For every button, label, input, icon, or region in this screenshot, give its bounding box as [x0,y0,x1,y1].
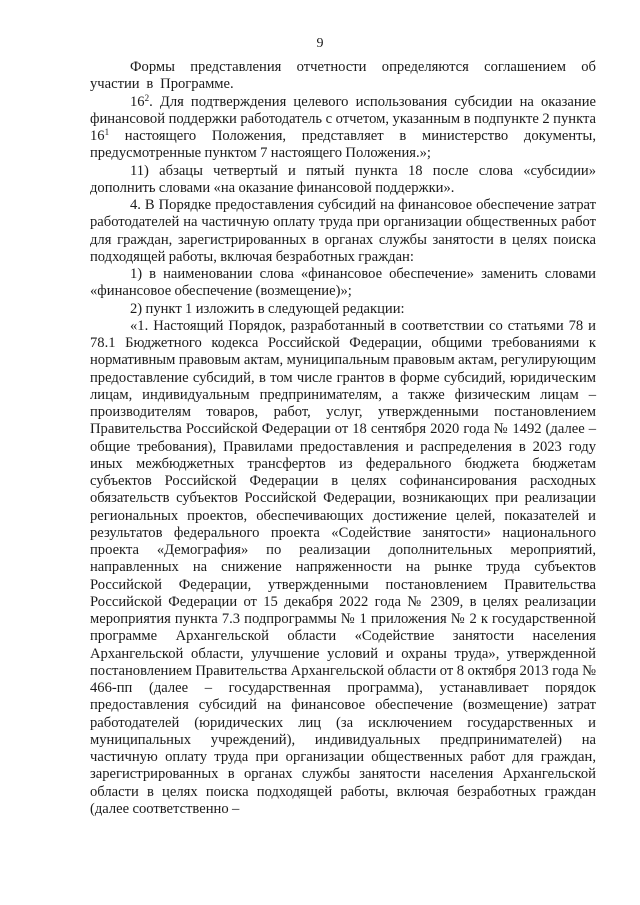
paragraph-item-1: 1) в наименовании слова «финансовое обеспечение» заменить словами «финансовое обеспечение (возмещение)»; [90,266,596,300]
paragraph-section-4: 4. В Порядке предоставления субсидий на финансовое обеспечение затрат работодателей на частичную оплату труда при организации общественных работ для граждан, зарегистрированных в органах службы занятости в целях поиска подходящей работы, включая безработных граждан: [90,197,596,265]
paragraph-item-11: 11) абзацы четвертый и пятый пункта 18 после слова «субсидии» дополнить словами «на оказание финансовой поддержки». [90,162,596,196]
paragraph-clause-1: «1. Настоящий Порядок, разработанный в соответствии со статьями 78 и 78.1 Бюджетного кодекса Российской Федерации, общими требованиями к нормативным правовым актам, муниципальным правовым актам, регулирующим предоставление субсидий, в том числе грантов в форме субсидий, юридическим лицам, индивидуальным предпринимателям, а также физическим лицам – производителям товаров, работ, услуг, утвержденными постановлением Правительства Российской Федерации от 18 сентября 2020 года № 1492 (далее – общие требования), Правилами предоставления и распределения в 2023 году иных межбюджетных трансфертов из федерального бюджета бюджетам субъектов Российской Федерации в целях софинансирования расходных обязательств субъектов Российской Федерации, возникающих при реализации региональных проектов, обеспечивающих достижение целей, показателей и результатов федерального проекта «Содействие занятости» национального проекта «Демография» по реализации дополнительных мероприятий, направленных на снижение напряженности на рынке труда субъектов Российской Федерации, утвержденными постановлением Правительства Российской Федерации от 15 декабря 2022 года № 2309, в целях реализации мероприятия пункта 7.3 подпрограммы № 1 приложения № 2 к государственной программе Архангельской области «Содействие занятости населения Архангельской области, улучшение условий и охраны труда», утвержденной постановлением Правительства Архангельской области от 8 октября 2013 года № 466-пп (далее – государственная программа), устанавливает порядок предоставления субсидий на финансовое обеспечение (возмещение) затрат работодателей (юридических лиц (за исключением государственных и муниципальных учреждений), индивидуальных предпринимателей) на частичную оплату труда при организации общественных работ для граждан, зарегистрированных в органах службы занятости населения Архангельской области в целях поиска подходящей работы, включая безработных граждан (далее соответственно – [90,317,596,817]
page-number: 9 [316,36,324,51]
superscript-1: 1 [104,127,110,137]
paragraph-item-2: 2) пункт 1 изложить в следующей редакции: [130,300,405,317]
document-body [90,59,596,818]
paragraph-reporting-forms: Формы представления отчетности определяются соглашением об участии в Программе. [90,59,596,93]
paragraph-16-2: $16^2$. Для подтверждения целевого использования субсидии на оказание финансовой поддержки работодатель с отчетом, указанным в подпункте 2 пункта $16^1$ настоящего Положения, представляет в министерство документы, предусмотренные пунктом 7 настоящего Положения.»; [90,92,596,162]
superscript-2: 2 [144,92,150,103]
